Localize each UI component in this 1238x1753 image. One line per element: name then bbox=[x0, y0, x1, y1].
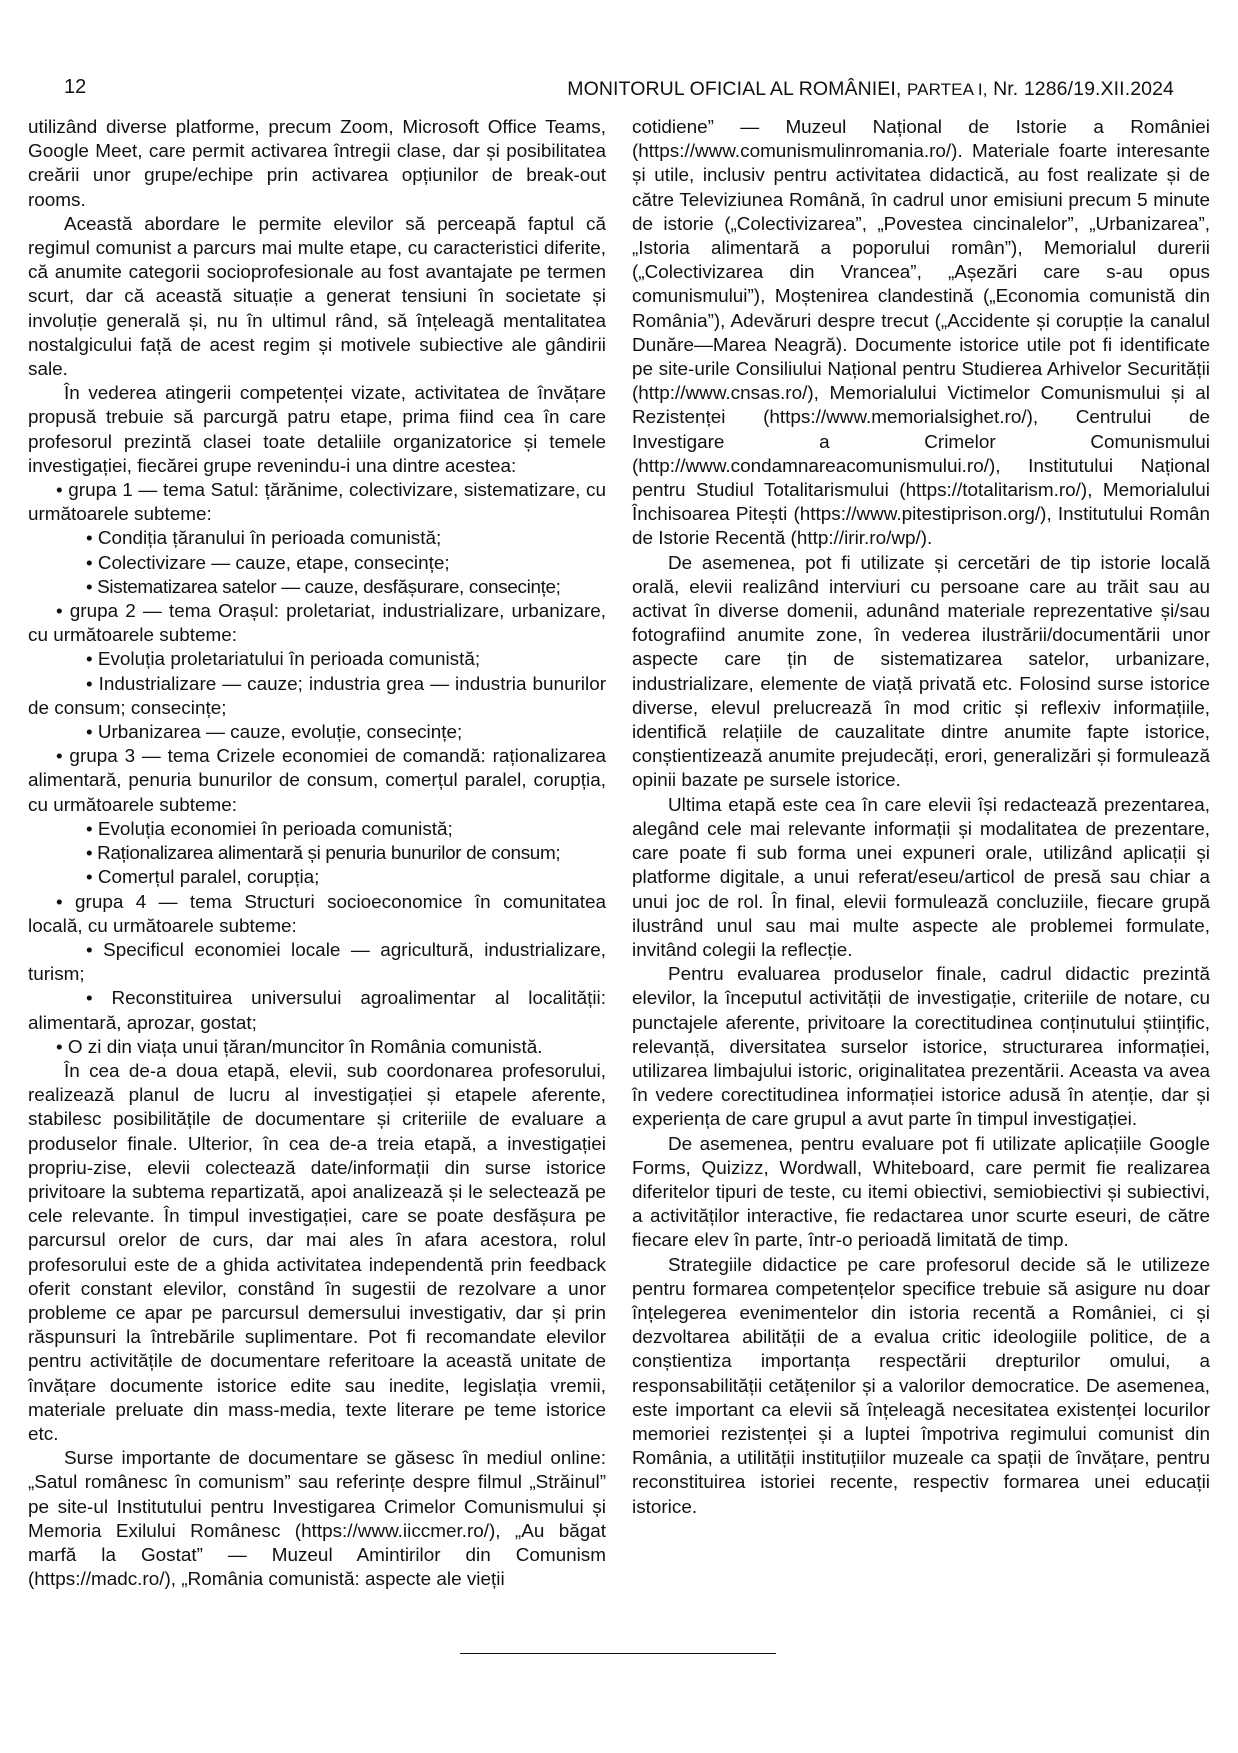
closing-rule bbox=[460, 1653, 776, 1654]
paragraph: În vederea atingerii competenței vizate, activitatea de învățare propusă trebuie să parcurgă patru etape, prima fiind cea în care profesorul prezintă clasei toate detaliile organizatorice și temele investigației, fiecărei grupe revenindu-i una dintre acestea: bbox=[28, 383, 606, 477]
sub-list-item: • Reconstituirea universului agroalimentar al localității: alimentară, aprozar, gostat; bbox=[28, 988, 606, 1034]
paragraph: Surse importante de documentare se găsesc în mediul online: „Satul românesc în comunism” sau referințe despre filmul „Străinul” pe site-ul Institutului pentru Investigarea Crimelor Comunismului și Memoria Exilului Românesc (https://www.iiccmer.ro/), „Au băgat marfă la Gostat” — Muzeul Amintirilor din Comunism (https://madc.ro/), „România comunistă: aspecte ale vieții bbox=[28, 1448, 606, 1591]
sub-list-item: • Condiția țăranului în perioada comunistă; bbox=[86, 528, 442, 550]
list-item: • grupa 2 — tema Orașul: proletariat, industrializare, urbanizare, cu următoarele subteme: bbox=[28, 601, 606, 647]
publication-part: PARTEA I, bbox=[906, 80, 988, 99]
list-item: • grupa 3 — tema Crizele economiei de comandă: raționalizarea alimentară, penuria bunurilor de consum, comerțul paralel, corupția, cu următoarele subteme: bbox=[28, 746, 606, 816]
page-header bbox=[64, 76, 1174, 106]
list-item: • grupa 1 — tema Satul: țărănime, colectivizare, sistematizare, cu următoarele subteme: bbox=[28, 480, 606, 526]
left-column bbox=[28, 116, 606, 1592]
paragraph: În cea de-a doua etapă, elevii, sub coordonarea profesorului, realizează planul de lucru al investigației și etapele aferente, stabilesc posibilitățile de documentare și criteriile de evaluare a produselor finale. Ulterior, în cea de-a treia etapă, a investigației propriu-zise, elevii colectează date/informații din surse istorice privitoare la subtema repartizată, apoi analizează și le selectează pe cele relevante. În timpul investigației, care se poate desfășura pe parcursul orelor de curs, dar mai ales în afara acestora, rolul profesorului este de a ghida activitatea independentă prin feedback oferit constant elevilor, constând în sugestii de rezolvare a unor probleme ce apar pe parcursul demersului investigativ, dar și prin răspunsuri la întrebările suplimentare. Pot fi recomandate elevilor pentru activitățile de documentare referitoare la această unitate de învățare documente istorice edite sau inedite, legislația vremii, materiale preluate din mass-media, texte literare pe teme istorice etc. bbox=[28, 1060, 606, 1445]
publication-title bbox=[567, 78, 1174, 101]
publication-name: MONITORUL OFICIAL AL ROMÂNIEI, bbox=[567, 78, 902, 100]
sub-list-item: • Evoluția proletariatului în perioada comunistă; bbox=[86, 649, 481, 671]
paragraph: Pentru evaluarea produselor finale, cadrul didactic prezintă elevilor, la începutul activității de investigație, criteriile de notare, cu punctajele aferente, privitoare la corectitudinea conținutului științific, relevanță, diversitatea surselor istorice, structurarea informației, utilizarea limbajului istoric, originalitatea prezentării. Aceasta va avea în vedere corectitudinea informației istorice adusă în atenție, dar și experiența de care grupul a avut parte în timpul investigației. bbox=[632, 964, 1210, 1131]
paragraph: Strategiile didactice pe care profesorul decide să le utilizeze pentru formarea competențelor specifice trebuie să asigure nu doar înțelegerea evenimentelor din istoria recentă a României, ci și dezvoltarea abilității de a evalua critic ideologiile politice, de a conștientiza importanța respectării drepturilor omului, a responsabilității cetățenilor și a valorilor democratice. De asemenea, este important ca elevii să înțeleagă necesitatea existenței locurilor memoriei rezistenței și a luptei împotriva regimului comunist din România, a utilității instituțiilor muzeale ca spații de învățare, pentru reconstituirea istoriei recente, respectiv formarea unei educații istorice. bbox=[632, 1254, 1210, 1518]
sub-list-item: • Urbanizarea — cauze, evoluție, consecințe; bbox=[86, 722, 463, 744]
paragraph: Ultima etapă este cea în care elevii își redactează prezentarea, alegând cele mai relevante informații și modalitatea de prezentare, care poate fi sub forma unei expuneri orale, utilizând aplicații și platforme digitale, a unui referat/eseu/articol de presă sau chiar a unui joc de rol. În final, elevii formulează concluziile, fiecare grupă ilustrând unul sau mai multe aspecte ale problemei formulate, invitând colegii la reflecție. bbox=[632, 794, 1210, 961]
sub-list-item: • Sistematizarea satelor — cauze, desfășurare, consecințe; bbox=[86, 576, 561, 598]
right-column bbox=[632, 116, 1210, 1520]
paragraph: utilizând diverse platforme, precum Zoom, Microsoft Office Teams, Google Meet, care permit activarea întregii clase, dar și posibilitatea creării unor grupe/echipe prin activarea opțiunilor de break-out rooms. bbox=[28, 117, 606, 211]
paragraph: Această abordare le permite elevilor să perceapă faptul că regimul comunist a parcurs mai multe etape, cu caracteristici diferite, că anumite categorii socioprofesionale au fost avantajate pe termen scurt, dar că această situație a generat tensiuni în societate și involuție generală și, nu în ultimul rând, să înțeleagă mentalitatea nostalgicului față de acest regim și motivele subiective ale gândirii sale. bbox=[28, 213, 606, 381]
sub-list-item: • Industrializare — cauze; industria grea — industria bunurilor de consum; consecințe; bbox=[28, 673, 606, 719]
sub-list-item: • Specificul economiei locale — agricultură, industrializare, turism; bbox=[28, 939, 606, 986]
issue-number: Nr. 1286/19.XII.2024 bbox=[993, 78, 1174, 100]
list-item: • O zi din viața unui țăran/muncitor în România comunistă. bbox=[56, 1036, 543, 1058]
sub-list-item: • Comerțul paralel, corupția; bbox=[86, 867, 320, 889]
paragraph: De asemenea, pot fi utilizate și cercetări de tip istorie locală orală, elevii realizând interviuri cu persoane care au trăit sau au activat în diverse domenii, adunând materiale reprezentative și/sau fotografiind anumite zone, în vederea ilustrării/documentării unor aspecte care țin de sistematizarea satelor, urbanizare, industrializare, elemente de viață privată etc. Folosind surse istorice diverse, elevul prelucrează în mod critic și reflexiv informațiile, identifică relațiile de cauzalitate dintre anumite fapte istorice, conștientizează anumite prejudecăți, erori, generalizări și formulează opinii bazate pe sursele istorice. bbox=[632, 552, 1210, 792]
page-number: 12 bbox=[64, 76, 87, 98]
sub-list-item: • Evoluția economiei în perioada comunistă; bbox=[86, 818, 453, 840]
sub-list-item: • Colectivizare — cauze, etape, consecințe; bbox=[86, 552, 450, 574]
paragraph: cotidiene” — Muzeul Național de Istorie a României (https://www.comunismulinromania.ro/). Materiale foarte interesante și utile, inclusiv pentru activitatea didactică, au fost realizate și de către Televiziunea Română, în cadrul unor emisiuni precum 5 minute de istorie („Colectivizarea”, „Povestea cincinalelor”, „Urbanizarea”, „Istoria alimentară a poporului român”), Memorialul durerii („Colectivizarea din Vrancea”, „Așezări care s-au opus comunismului”), Moștenirea clandestină („Economia comunistă din România”), Adevăruri despre trecut („Accidente și corupție la canalul Dunăre—Marea Neagră). Documente istorice utile pot fi identificate pe site-urile Consiliului Național pentru Studierea Arhivelor Securității (http://www.cnsas.ro/), Memorialului Victimelor Comunismului și al Rezistenței (https://www.memorialsighet.ro/), Centrului de Investigare a Crimelor Comunismului (http://www.condamnareacomunismului.ro/), Institutului Național pentru Studiul Totalitarismului (https://totalitarism.ro/), Memorialului Închisoarea Pitești (https://www.pitestiprison.org/), Institutului Român de Istorie Recentă (http://irir.ro/wp/). bbox=[632, 117, 1210, 550]
paragraph: De asemenea, pentru evaluare pot fi utilizate aplicațiile Google Forms, Quizizz, Wordwall, Whiteboard, care permit fie realizarea diferitelor tipuri de teste, cu itemi obiectivi, semiobiectivi și subiectivi, a activităților interactive, fie redactarea unor scurte eseuri, de către fiecare elev în parte, într-o perioadă limitată de timp. bbox=[632, 1133, 1210, 1252]
list-item: • grupa 4 — tema Structuri socioeconomice în comunitatea locală, cu următoarele subteme: bbox=[28, 891, 606, 937]
sub-list-item: • Raționalizarea alimentară și penuria bunurilor de consum; bbox=[86, 843, 561, 865]
